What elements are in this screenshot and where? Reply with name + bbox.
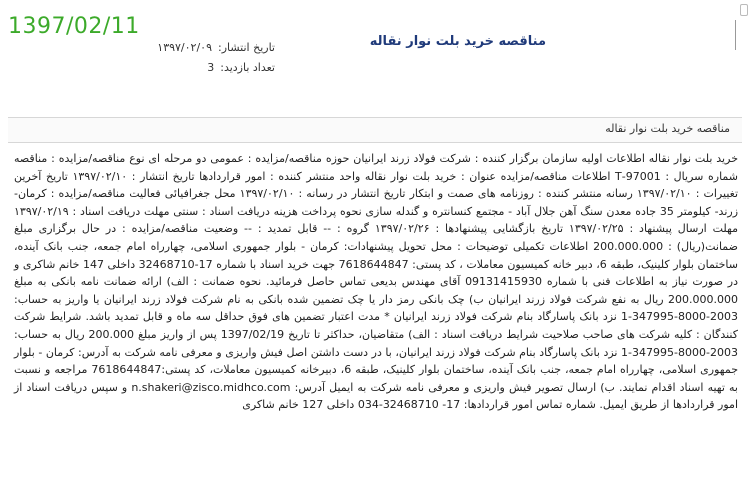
meta-info [90, 38, 275, 78]
announcement-body: خرید بلت نوار نقاله اطلاعات اولیه سازمان برگزار کننده : شرکت فولاد زرند ایرانیان حوزه مناقصه/مزایده : عمومی دو مرحله ای نوع مناقصه/مزایده : مناقصه شماره سریال : 97001-T اطلاعات مناقصه/مزایده عنوان : خرید بلت نوار نقاله واحد منتشر کننده : امور قراردادها تاریخ انتشار : ۱۳۹۷/۰۲/۱۰ تاریخ آخرین تغییرات : ۱۳۹۷/۰۲/۱۰ رسانه منتشر کننده : روزنامه های صمت و ابتکار تاریخ انتشار در رسانه : ۱۳۹۷/۰۲/۱۰ محل جغرافیائی فعالیت مناقصه/مزایده : کرمان- زرند- کیلومتر 35 جاده معدن سنگ آهن جلال آباد - مجتمع کنسانتره و گندله سازی نحوه پرداخت هزینه دریافت اسناد : سنتی مهلت دریافت اسناد : ۱۳۹۷/۰۲/۱۹ مهلت ارسال پیشنهاد : ۱۳۹۷/۰۲/۲۵ تاریخ بازگشایی پیشنهادها : ۱۳۹۷/۰۲/۲۶ گروه : -- قابل تمدید : -- وضعیت مناقصه/مزایده : در حال برگزاری مبلغ ضمانت(ریال) : 200.000.000 اطلاعات تکمیلی توضیحات : محل تحویل پیشنهادات: کرمان - بلوار جمهوری اسلامی، چهارراه امام جمعه، جنب بانک آینده، ساختمان بلوار کلینیک، طبقه 6، دبیر خانه کمیسیون معاملات ، کد پستی: 7618644847 جهت خرید اسناد با شماره 17-32468710 داخلی 147 خانم شاکری و در صورت نیاز به اطلاعات فنی با شماره 09131415930 آقای مهندس بدیعی تماس حاصل فرمائید. نحوه ضمانت : الف) ارائه ضمانت نامه بانکی به مبلغ 200.000.000 ریال به نفع شرکت فولاد زرند ایرانیان ب) چک بانکی رمز دار یا چک تضمین شده بانکی به نام شرکت فولاد زرند ایرانیان یا واریز به حساب: 2003-8000-347995-1 نزد بانک پاسارگاد بنام شرکت فولاد زرند ایرانیان * مدت اعتبار تضمین های فوق حداقل سه ماه و قابل تمدید باشد. شرایط شرکت کنندگان : کلیه شرکت های صاحب صلاحیت شرایط دریافت اسناد : الف) متقاضیان، حداکثر تا تاریخ 1397/02/19 پس از واریز مبلغ 200.000 ریال به حساب: 2003-8000-347995-1 نزد بانک پاسارگاد بنام شرکت فولاد زرند ایرانیان، با در دست داشتن اصل فیش واریزی و معرفی نامه شرکت به آدرس: کرمان - بلوار جمهوری اسلامی، چهارراه امام جمعه، جنب بانک آینده، ساختمان بلوار کلینیک، طبقه 6، دبیرخانه کمیسیون معاملات، کد پستی:7618644847 مراجعه و نسبت به تهیه اسناد اقدام نمایند. ب) ارسال تصویر فیش واریزی و معرفی نامه شرکت به ایمیل آدرس: n.shakeri@zisco.midhco.com و سپس دریافت اسناد از امور قراردادها از طریق ایمیل. شماره تماس امور قراردادها: 17- 32468710-034 داخلی 127 خانم شاکری [14, 152, 739, 412]
page-title: مناقصه خرید بلت نوار نقاله [369, 34, 546, 49]
section-title: مناقصه خرید بلت نوار نقاله [605, 122, 730, 135]
section-header [8, 117, 742, 143]
publish-date-value: ۱۳۹۷/۰۲/۰۹ [157, 41, 212, 54]
edge-divider [735, 20, 746, 50]
publish-date-row [90, 38, 275, 58]
publish-date-label: تاریخ انتشار: [217, 41, 275, 54]
handwritten-date-stamp: 1397/02/11 [8, 14, 140, 39]
edge-icon [740, 4, 748, 16]
visits-row [90, 58, 275, 78]
visits-value: 3 [207, 61, 215, 74]
announcement-header [90, 20, 736, 110]
visits-label: تعداد بازدید: [220, 61, 275, 74]
